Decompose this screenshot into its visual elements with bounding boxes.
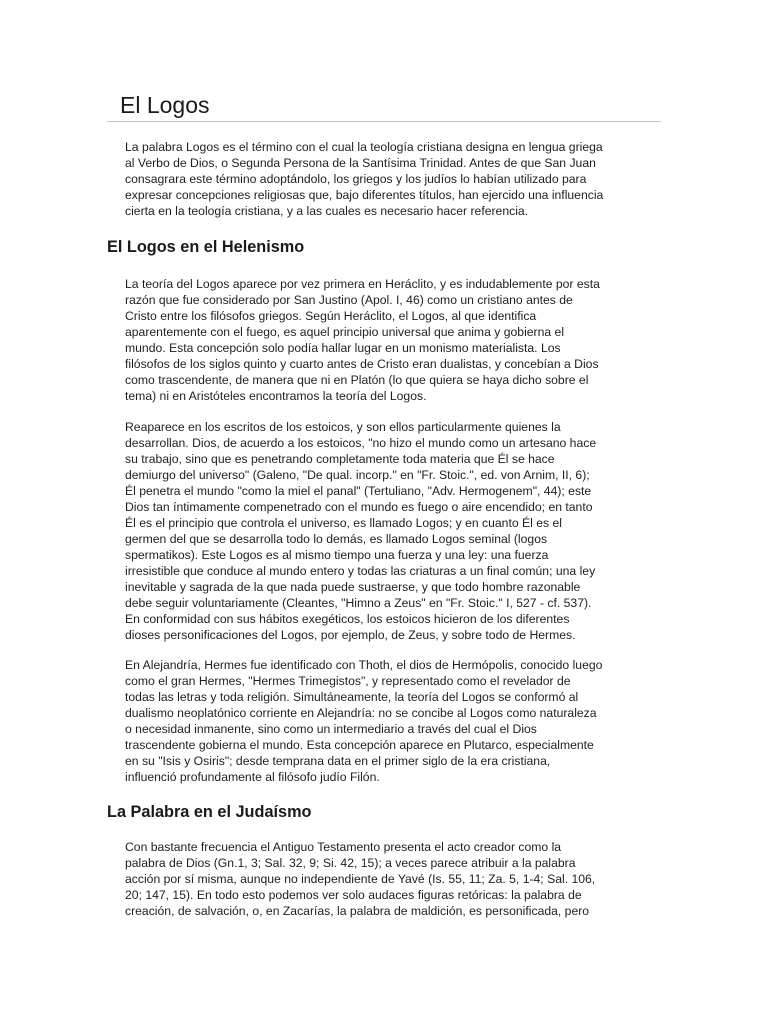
text-line: expresar concepciones religiosas que, bajo diferentes títulos, han ejercido una influencia [125,188,604,202]
text-line: filósofos de los siglos quinto y cuarto antes de Cristo eran dualistas, y concebían a Dios [125,357,599,371]
text-line: al Verbo de Dios, o Segunda Persona de la Santísima Trinidad. Antes de que San Juan [125,156,596,170]
text-line: inevitable y sagrada de la que nada puede sustraerse, y que todo hombre razonable [125,580,581,594]
paragraph [125,839,655,919]
text-line: desarrollan. Dios, de acuerdo a los estoicos, "no hizo el mundo como un artesano hace [125,436,597,450]
paragraph [125,419,655,643]
text-line: irresistible que conduce al mundo entero y todas las criaturas a un final común; una ley [125,564,596,578]
text-line: tema) ni en Aristóteles encontramos la teoría del Logos. [125,389,427,403]
intro-paragraph [125,139,655,219]
text-line: en su "Isis y Osiris"; desde temprana data en el primer siglo de la era cristiana, [125,754,551,768]
text-line: mundo. Esta concepción solo podía hallar lugar en un monismo materialista. Los [125,341,561,355]
text-line: Cristo entre los filósofos griegos. Según Heráclito, el Logos, al que identifica [125,309,537,323]
text-line: acción por sí misma, aunque no independiente de Yavé (Is. 55, 11; Za. 5, 1-4; Sal. 106, [125,872,596,886]
text-line: Dios tan íntimamente compenetrado con el mundo es fuego o aire encendido; en tanto [125,500,593,514]
text-line: Él es el principio que controla el universo, es llamado Logos; y en cuanto Él es el [125,516,562,530]
text-line: Él penetra el mundo "como la miel el panal" (Tertuliano, "Adv. Hermogenem", 44); este [125,484,592,498]
text-line: 20; 147, 15). En todo esto podemos ver solo audaces figuras retóricas: la palabra de [125,888,582,902]
text-line: En Alejandría, Hermes fue identificado con Thoth, el dios de Hermópolis, conocido luego [125,658,603,672]
text-line: germen del que se desarrolla todo lo demás, es llamado Logos seminal (logos [125,532,548,546]
text-line: demiurgo del universo" (Galeno, "De qual. incorp." en "Fr. Stoic.", ed. von Arnim, II, 6); [125,468,590,482]
text-line: cierta en la teología cristiana, y a las cuales es necesario hacer referencia. [125,204,529,218]
section-heading-judaismo: La Palabra en el Judaísmo [107,803,312,821]
text-line: consagrara este término adoptándolo, los griegos y los judíos lo habían utilizado para [125,172,587,186]
text-line: Reaparece en los escritos de los estoicos, y son ellos particularmente quienes la [125,420,561,434]
text-line: aparentemente con el fuego, es aquel principio universal que anima y gobierna el [125,325,565,339]
paragraph [125,657,655,785]
text-line: dualismo neoplatónico corriente en Alejandría: no se concibe al Logos como naturaleza [125,706,597,720]
text-line: spermatikos). Este Logos es al mismo tiempo una fuerza y una ley: una fuerza [125,548,549,562]
page-title: El Logos [120,92,210,118]
text-line: influenció profundamente al filósofo judío Filón. [125,770,380,784]
text-line: como el gran Hermes, "Hermes Trimegistos", y representado como el revelador de [125,674,571,688]
section-heading-helenismo: El Logos en el Helenismo [107,238,305,256]
text-line: La palabra Logos es el término con el cual la teología cristiana designa en lengua griega [125,140,603,154]
text-line: o necesidad inmanente, sino como un intermediario a través del cual el Dios [125,722,537,736]
text-line: como trascendente, de manera que ni en Platón (lo que quiera se haya dicho sobre el [125,373,589,387]
text-line: dioses personificaciones del Logos, por ejemplo, de Zeus, y sobre todo de Hermes. [125,628,576,642]
text-line: En conformidad con sus hábitos exegéticos, los estoicos hicieron de los diferentes [125,612,570,626]
title-divider [107,121,661,122]
text-line: razón que fue considerado por San Justino (Apol. I, 46) como un cristiano antes de [125,293,573,307]
text-line: La teoría del Logos aparece por vez primera en Heráclito, y es indudablemente por esta [125,277,600,291]
text-line: palabra de Dios (Gn.1, 3; Sal. 32, 9; Si. 42, 15); a veces parece atribuir a la palabra [125,856,576,870]
text-line: su trabajo, sino que es penetrando completamente toda materia que Él se hace [125,452,555,466]
text-line: trascendente gobierna el mundo. Esta concepción aparece en Plutarco, especialmente [125,738,594,752]
text-line: creación, de salvación, o, en Zacarías, la palabra de maldición, es personificada, pero [125,904,590,918]
text-line: Con bastante frecuencia el Antiguo Testamento presenta el acto creador como la [125,840,562,854]
text-line: debe seguir voluntariamente (Cleantes, "Himno a Zeus" en "Fr. Stoic." I, 527 - cf. 537). [125,596,592,610]
paragraph [125,276,655,404]
text-line: todas las letras y toda religión. Simultáneamente, la teoría del Logos se conformó al [125,690,579,704]
